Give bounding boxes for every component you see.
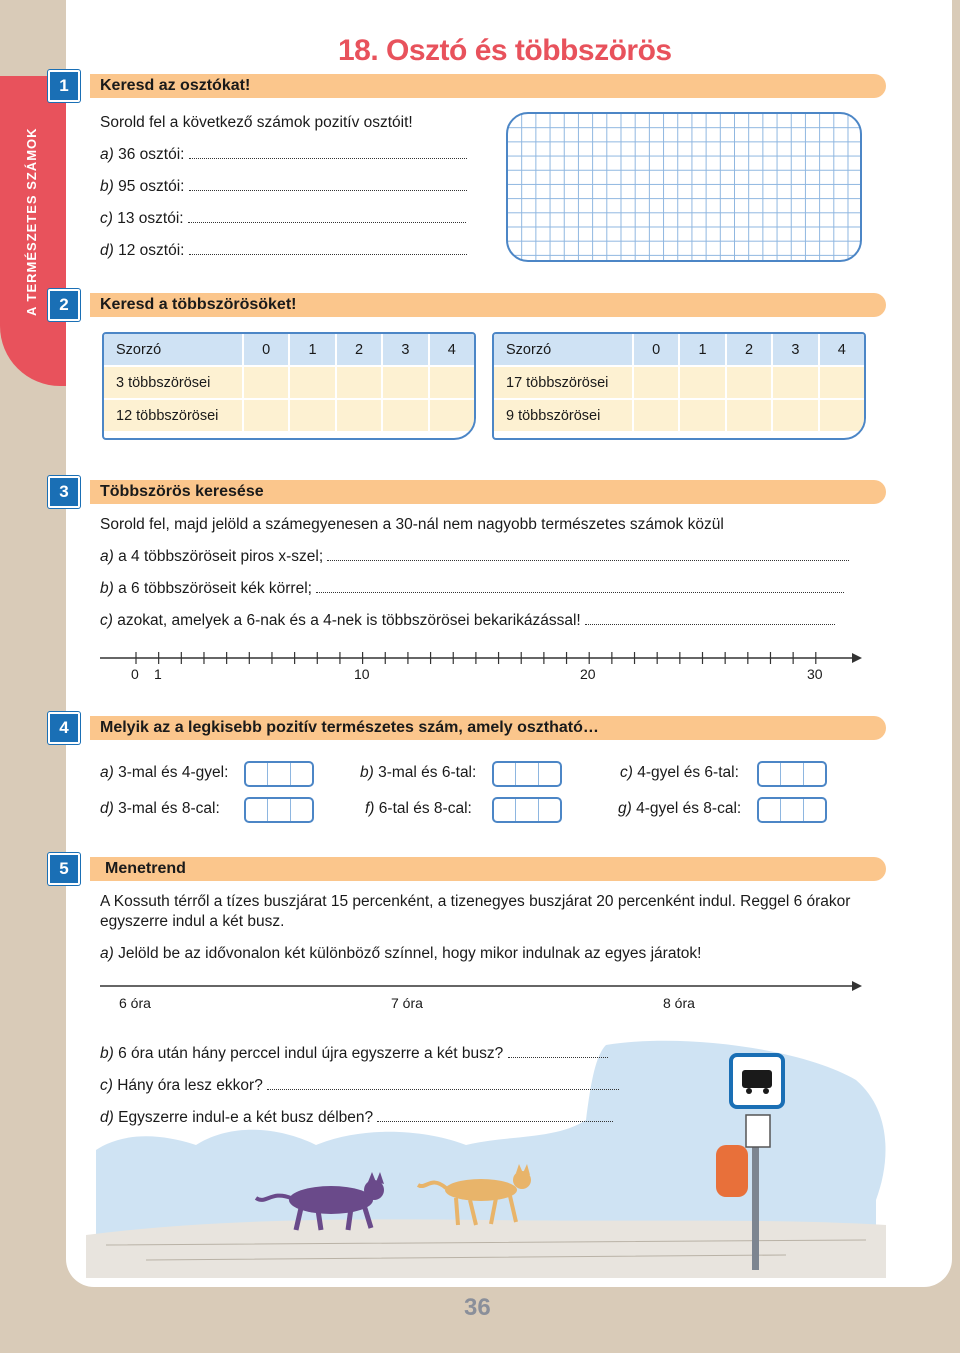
ex3-item-c [100, 612, 835, 630]
multiplier-cell: 3 [773, 334, 817, 365]
ex5-item-d [100, 1109, 613, 1127]
item-text: Hány óra lesz ekkor? [117, 1077, 263, 1094]
number-line-label-1: 1 [154, 666, 162, 682]
multiplier-cell: 2 [337, 334, 381, 365]
answer-cell[interactable] [634, 367, 678, 398]
item-text: 3-mal és 4-gyel: [118, 764, 229, 781]
arrow-icon [852, 653, 862, 663]
ex3-instruction: Sorold fel, majd jelöld a számegyenesen a 30-nál nem nagyobb természetes számok közül [100, 516, 724, 533]
ex4-item-c [620, 764, 739, 782]
scratch-grid[interactable] [506, 112, 862, 262]
ex5-item-a [100, 945, 701, 963]
multiplier-cell: 1 [290, 334, 334, 365]
answer-cell[interactable] [383, 400, 427, 431]
ex5-item-b [100, 1045, 608, 1063]
answer-line[interactable] [585, 623, 835, 625]
item-text: 6-tal és 8-cal: [378, 800, 472, 817]
answer-cell[interactable] [337, 367, 381, 398]
table-header: Szorzó [494, 334, 632, 365]
item-text: 13 osztói: [117, 210, 184, 227]
multiplier-cell: 1 [680, 334, 724, 365]
multiples-table-left [102, 332, 476, 440]
item-letter: b) [100, 580, 114, 597]
multiples-table-right [492, 332, 866, 440]
ex4-item-f [365, 800, 472, 818]
item-letter: g) [618, 800, 632, 817]
answer-cell[interactable] [634, 400, 678, 431]
answer-cell[interactable] [727, 400, 771, 431]
item-letter: d) [100, 242, 114, 259]
row-label: 9 többszörösei [494, 400, 632, 431]
item-text: Egyszerre indul-e a két busz délben? [118, 1109, 374, 1126]
answer-cell[interactable] [820, 367, 864, 398]
answer-box-d[interactable] [244, 797, 314, 823]
pavement [86, 1219, 886, 1278]
item-letter: a) [100, 764, 114, 781]
ex1-heading: Keresd az osztókat! [100, 77, 251, 94]
multiplier-cell: 4 [820, 334, 864, 365]
street-illustration [86, 1040, 886, 1278]
answer-cell[interactable] [430, 400, 474, 431]
answer-cell[interactable] [290, 367, 334, 398]
answer-box-c[interactable] [757, 761, 827, 787]
item-letter: c) [620, 764, 633, 781]
answer-cell[interactable] [773, 367, 817, 398]
ex1-item-a [100, 146, 467, 164]
ex5-heading: Menetrend [105, 860, 186, 877]
item-text: 95 osztói: [118, 178, 185, 195]
answer-line[interactable] [267, 1088, 619, 1090]
side-label: A TERMÉSZETES SZÁMOK [24, 127, 39, 316]
ex1-item-b [100, 178, 467, 196]
answer-cell[interactable] [820, 400, 864, 431]
item-letter: d) [100, 1109, 114, 1126]
answer-line[interactable] [189, 253, 467, 255]
answer-cell[interactable] [680, 367, 724, 398]
ex5-number: 5 [48, 853, 80, 885]
timeline-label-8: 8 óra [663, 995, 695, 1011]
ex5-paragraph-line1: A Kossuth térről a tízes buszjárat 15 percenként, a tizenegyes buszjárat 20 percenként indul. Reggel 6 órakor [100, 893, 851, 910]
table-header: Szorzó [104, 334, 242, 365]
ex3-item-b [100, 580, 844, 598]
row-label: 3 többszörösei [104, 367, 242, 398]
answer-cell[interactable] [244, 400, 288, 431]
row-label: 12 többszörösei [104, 400, 242, 431]
ex5-heading-bar [90, 857, 886, 881]
item-letter: d) [100, 800, 114, 817]
answer-box-b[interactable] [492, 761, 562, 787]
ex3-item-a [100, 548, 849, 566]
ex3-number: 3 [48, 476, 80, 508]
ex4-item-d [100, 800, 220, 818]
number-line-label-30: 30 [807, 666, 823, 682]
number-line[interactable] [100, 648, 865, 668]
ex1-item-c [100, 210, 466, 228]
item-letter: b) [100, 1045, 114, 1062]
answer-box-f[interactable] [492, 797, 562, 823]
item-text: 4-gyel és 6-tal: [637, 764, 739, 781]
answer-cell[interactable] [773, 400, 817, 431]
ex1-number: 1 [48, 70, 80, 102]
page-title: 18. Osztó és többszörös [338, 34, 672, 67]
answer-line[interactable] [316, 591, 844, 593]
multiplier-cell: 3 [383, 334, 427, 365]
answer-box-g[interactable] [757, 797, 827, 823]
item-text: a 6 többszöröseit kék körrel; [118, 580, 312, 597]
ex5-paragraph-line2: egyszerre indul a két busz. [100, 913, 285, 930]
multiplier-cell: 0 [634, 334, 678, 365]
item-text: 3-mal és 6-tal: [378, 764, 477, 781]
answer-line[interactable] [188, 221, 466, 223]
timeline[interactable] [100, 978, 865, 998]
item-text: 3-mal és 8-cal: [118, 800, 220, 817]
item-letter: b) [360, 764, 374, 781]
answer-line[interactable] [327, 559, 849, 561]
item-text: 12 osztói: [118, 242, 185, 259]
timeline-label-6: 6 óra [119, 995, 151, 1011]
answer-cell[interactable] [337, 400, 381, 431]
multiplier-cell: 0 [244, 334, 288, 365]
item-text: 4-gyel és 8-cal: [636, 800, 742, 817]
answer-cell[interactable] [383, 367, 427, 398]
item-letter: c) [100, 612, 113, 629]
item-letter: c) [100, 210, 113, 227]
ex4-number: 4 [48, 712, 80, 744]
item-text: 36 osztói: [118, 146, 185, 163]
item-letter: b) [100, 178, 114, 195]
answer-line[interactable] [189, 189, 467, 191]
multiplier-cell: 2 [727, 334, 771, 365]
item-letter: a) [100, 945, 114, 962]
item-letter: f) [365, 800, 375, 817]
ex4-item-g [618, 800, 741, 818]
item-letter: a) [100, 548, 114, 565]
timeline-label-7: 7 óra [391, 995, 423, 1011]
answer-line[interactable] [508, 1056, 608, 1058]
item-letter: c) [100, 1077, 113, 1094]
ex4-item-a [100, 764, 228, 782]
ex2-heading: Keresd a többszörösöket! [100, 296, 297, 313]
number-line-label-20: 20 [580, 666, 596, 682]
answer-cell[interactable] [290, 400, 334, 431]
ex3-heading: Többszörös keresése [100, 483, 264, 500]
multiplier-cell: 4 [430, 334, 474, 365]
ex2-number: 2 [48, 289, 80, 321]
answer-cell[interactable] [680, 400, 724, 431]
item-text: 6 óra után hány perccel indul újra egyszerre a két busz? [118, 1045, 504, 1062]
item-letter: a) [100, 146, 114, 163]
page-number: 36 [464, 1294, 491, 1321]
answer-cell[interactable] [727, 367, 771, 398]
answer-cell[interactable] [430, 367, 474, 398]
answer-line[interactable] [189, 157, 467, 159]
ex1-instruction: Sorold fel a következő számok pozitív osztóit! [100, 114, 413, 131]
row-label: 17 többszörösei [494, 367, 632, 398]
ex1-item-d [100, 242, 467, 260]
answer-line[interactable] [377, 1120, 613, 1122]
answer-cell[interactable] [244, 367, 288, 398]
answer-box-a[interactable] [244, 761, 314, 787]
number-line-ticks [100, 652, 862, 664]
ex4-item-b [360, 764, 476, 782]
item-text: a 4 többszöröseit piros x-szel; [118, 548, 324, 565]
ex4-heading: Melyik az a legkisebb pozitív természetes szám, amely osztható… [100, 719, 599, 736]
item-text: Jelöld be az idővonalon két különböző színnel, hogy mikor indulnak az egyes járatok! [118, 945, 702, 962]
ex5-item-c [100, 1077, 619, 1095]
number-line-label-10: 10 [354, 666, 370, 682]
number-line-label-0: 0 [131, 666, 139, 682]
item-text: azokat, amelyek a 6-nak és a 4-nek is többszörösei bekarikázással! [117, 612, 581, 629]
